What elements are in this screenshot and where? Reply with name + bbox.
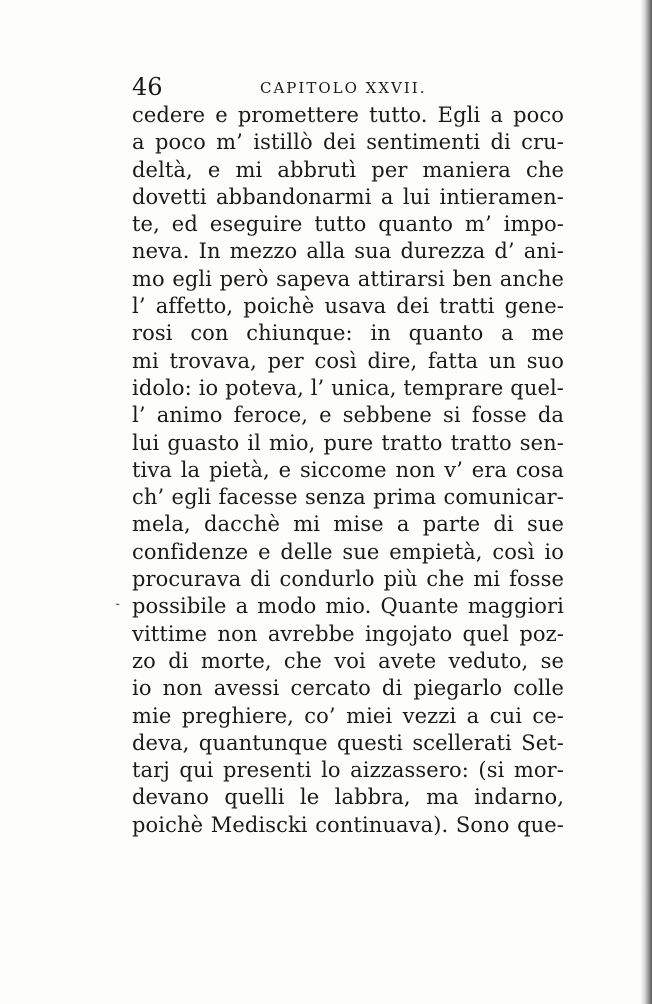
body-text <box>132 102 564 839</box>
text-line: ch’ egli facesse senza prima comunicar- <box>132 485 564 510</box>
text-line: neva. In mezzo alla sua durezza d’ ani- <box>132 239 564 264</box>
text-line: poichè Mediscki continuava). Sono que- <box>132 812 564 837</box>
text-line: cedere e promettere tutto. Egli a poco <box>132 103 564 127</box>
text-line: lui guasto il mio, pure tratto tratto sen- <box>132 430 564 455</box>
margin-mark: ˏ <box>108 587 121 608</box>
text-line: a poco m’ istillò dei sentimenti di cru- <box>132 130 564 155</box>
text-line: l’ animo feroce, e sebbene si fosse da <box>132 403 564 428</box>
text-line: mie preghiere, co’ miei vezzi a cui ce- <box>132 703 564 728</box>
text-line: deltà, e mi abbrutì per maniera che <box>132 157 564 182</box>
text-line: rosi con chiunque: in quanto a me <box>132 321 564 346</box>
text-line: confidenze e delle sue empietà, così io <box>132 539 564 564</box>
running-head: CAPITOLO XXVII. <box>260 79 427 97</box>
text-line: zo di morte, che voi avete veduto, se <box>132 648 564 673</box>
text-line: dovetti abbandonarmi a lui intieramen- <box>132 184 564 209</box>
text-line: tiva la pietà, e siccome non v’ era cosa <box>132 457 564 482</box>
text-line: mo egli però sapeva attirarsi ben anche <box>132 266 564 291</box>
text-line: mela, dacchè mi mise a parte di sue <box>132 512 564 537</box>
text-line: io non avessi cercato di piegarlo colle <box>132 676 564 701</box>
text-line: idolo: io poteva, l’ unica, temprare quel- <box>132 375 564 400</box>
text-line: procurava di condurlo più che mi fosse <box>132 567 564 592</box>
text-line: tarj qui presenti lo aizzassero: (si mor- <box>132 758 564 783</box>
text-line: devano quelli le labbra, ma indarno, <box>132 785 564 810</box>
page-number: 46 <box>132 73 163 101</box>
page-edge-shadow <box>640 0 652 1004</box>
page-header <box>132 72 564 102</box>
text-line: vittime non avrebbe ingojato quel poz- <box>132 621 564 646</box>
text-line: l’ affetto, poichè usava dei tratti gene- <box>132 294 564 319</box>
text-line: mi trovava, per così dire, fatta un suo <box>132 348 564 373</box>
text-line: deva, quantunque questi scellerati Set- <box>132 730 564 755</box>
text-line: te, ed eseguire tutto quanto m’ impo- <box>132 212 564 237</box>
text-line: possibile a modo mio. Quante maggiori <box>132 594 564 619</box>
